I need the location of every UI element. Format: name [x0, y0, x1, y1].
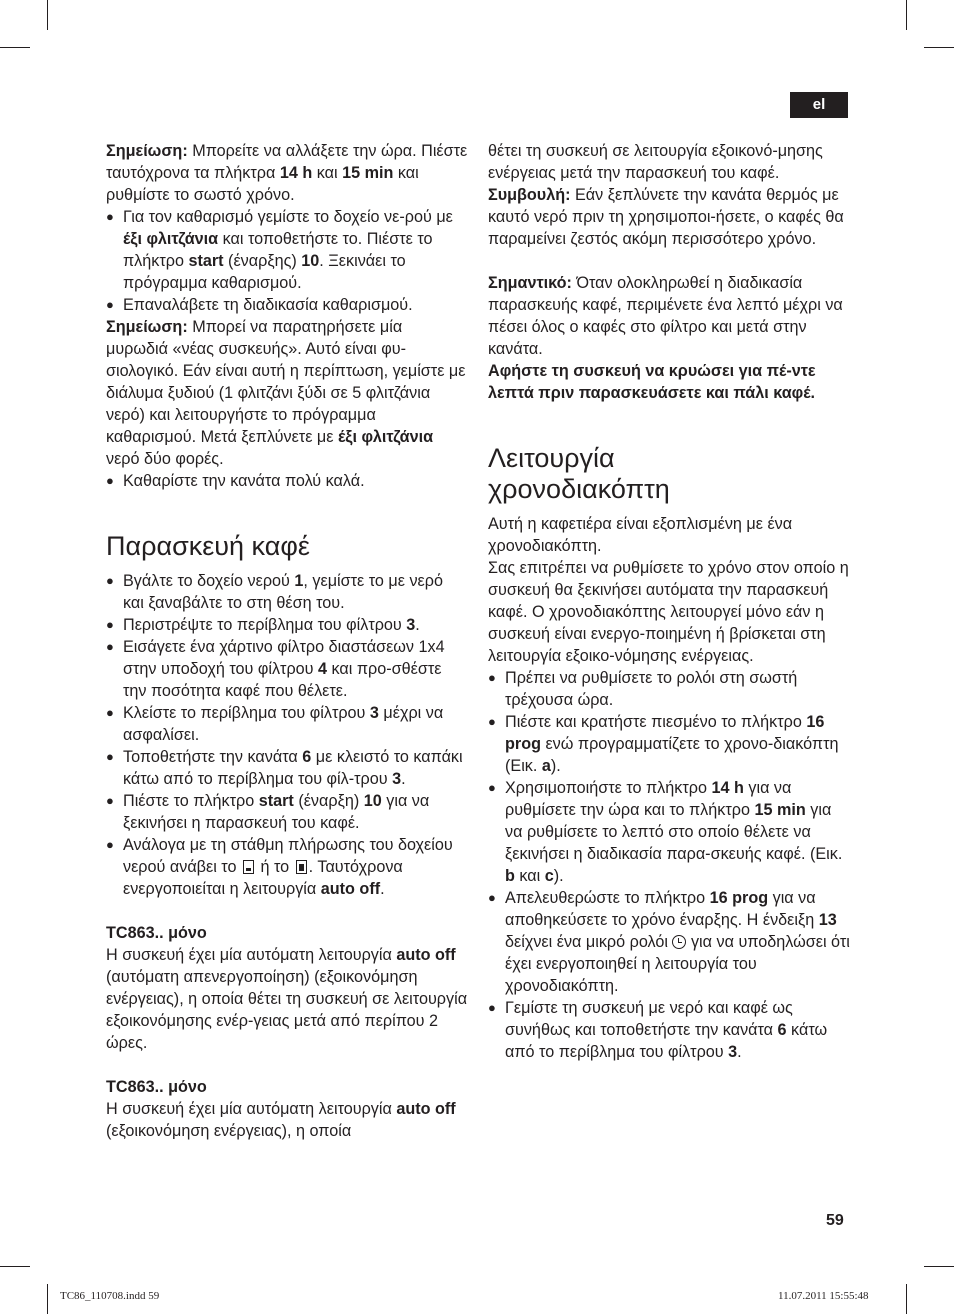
- important-note: Σημαντικό: Όταν ολοκληρωθεί η διαδικασία παρασκευής καφέ, περιμένετε ένα λεπτό μέχρι να πέσει όλος ο καφές στο φίλτρο και μετά στην κανάτα.: [488, 274, 843, 358]
- crop-mark: [924, 47, 954, 48]
- language-tab: el: [790, 92, 848, 118]
- list-item: ● Γεμίστε τη συσκευή με νερό και καφέ ως συνήθως και τοποθετήστε την κανάτα 6 κάτω από το περίβλημα του φίλτρου 3.: [488, 997, 850, 1063]
- print-slug-date: 11.07.2011 15:55:48: [778, 1290, 869, 1302]
- crop-mark: [47, 0, 48, 30]
- page-number: 59: [826, 1212, 844, 1229]
- paragraph-auto-off: Η συσκευή έχει μία αυτόματη λειτουργία auto off (εξοικονόμηση ενέργειας), η οποία: [106, 1100, 456, 1140]
- paragraph-intro: Σας επιτρέπει να ρυθμίσετε το χρόνο στον οποίο η συσκευή θα ξεκινήσει αυτόματα την παρασκευή καφέ. Ο χρονοδιακόπτης λειτουργεί μόνο εάν η συσκευή είναι ενεργο-ποιημένη ή βρίσκεται στη λειτουργία εξοικο-νόμησης ενέργειας.: [488, 559, 849, 665]
- crop-mark: [0, 1266, 30, 1267]
- paragraph-intro: Αυτή η καφετιέρα είναι εξοπλισμένη με ένα χρονοδιακόπτη.: [488, 515, 793, 555]
- paragraph-continuation: θέτει τη συσκευή σε λειτουργία εξοικονό-μησης ενέργειας μετά την παρασκευή του καφέ.: [488, 142, 823, 182]
- tip: Συμβουλή: Εάν ξεπλύνετε την κανάτα θερμός με καυτό νερό πριν τη χρησιμοποι-ήσετε, ο καφές θα παραμείνει ζεστός ακόμη περισσότερο χρόνο.: [488, 186, 844, 248]
- list-item: ● Καθαρίστε την κανάτα πολύ καλά.: [106, 470, 468, 492]
- list-item: ● Επαναλάβετε τη διαδικασία καθαρισμού.: [106, 294, 468, 316]
- list-item: ● Πιέστε και κρατήστε πιεσμένο το πλήκτρο 16 prog ενώ προγραμματίζετε το χρονο-διακόπτη (Εικ. a).: [488, 711, 850, 777]
- subheading-tc863: TC863.. μόνο: [106, 924, 207, 942]
- section-heading-coffee: Παρασκευή καφέ: [106, 531, 310, 561]
- crop-mark: [0, 47, 30, 48]
- list-item: ● Χρησιμοποιήστε το πλήκτρο 14 h για να ρυθμίσετε την ώρα και το πλήκτρο 15 min για να ρυθμίσετε το λεπτό στο οποίο θέλετε να ξεκινήσει η διαδικασία παρα-σκευής καφέ. (Εικ. b και c).: [488, 777, 850, 887]
- list-item: ● Πιέστε το πλήκτρο start (έναρξη) 10 για να ξεκινήσει η παρασκευή του καφέ.: [106, 790, 468, 834]
- list-item: ● Περιστρέψτε το περίβλημα του φίλτρου 3.: [106, 614, 468, 636]
- list-item: ● Ανάλογα με τη στάθμη πλήρωσης του δοχείου νερού ανάβει το ή το . Ταυτόχρονα ενεργοποιείται η λειτουργία auto off.: [106, 834, 468, 900]
- crop-mark: [906, 0, 907, 30]
- list-item: ● Για τον καθαρισμό γεμίστε το δοχείο νε-ρού με έξι φλιτζάνια και τοποθετήστε το. Πιέστε το πλήκτρο start (έναρξης) 10. Ξεκινάει το πρόγραμμα καθαρισμού.: [106, 206, 468, 294]
- print-slug-file: TC86_110708.indd 59: [60, 1290, 160, 1302]
- left-column: [106, 140, 468, 1142]
- important-warning: Αφήστε τη συσκευή να κρυώσει για πέ-ντε λεπτά πριν παρασκευάσετε και πάλι καφέ.: [488, 362, 816, 402]
- note-time: Σημείωση: Μπορείτε να αλλάξετε την ώρα. Πιέστε ταυτόχρονα τα πλήκτρα 14 h και 15 min και ρυθμίστε το σωστό χρόνο.: [106, 142, 468, 204]
- water-level-low-icon: [243, 860, 254, 874]
- list-item: ● Κλείστε το περίβλημα του φίλτρου 3 μέχρι να ασφαλίσει.: [106, 702, 468, 746]
- paragraph-auto-off: Η συσκευή έχει μία αυτόματη λειτουργία auto off (αυτόματη απενεργοποίηση) (εξοικονόμηση ενέργειας), η οποία θέτει τη συσκευή σε λειτουργία εξοικονόμησης ενέρ-γειας μετά από περίπου 2 ώρες.: [106, 946, 468, 1052]
- subheading-tc863: TC863.. μόνο: [106, 1078, 207, 1096]
- list-item: ● Εισάγετε ένα χάρτινο φίλτρο διαστάσεων 1x4 στην υποδοχή του φίλτρου 4 και προ-σθέστε την ποσότητα καφέ που θέλετε.: [106, 636, 468, 702]
- crop-mark: [47, 1284, 48, 1314]
- crop-mark: [906, 1284, 907, 1314]
- note-smell: Σημείωση: Μπορεί να παρατηρήσετε μία μυρωδιά «νέας συσκευής». Αυτό είναι φυ-σιολογικό. Εάν είναι αυτή η περίπτωση, γεμίστε με διάλυμα ξυδιού (1 φλιτζάνι ξύδι σε 5 φλιτζάνια νερό) και λειτουργήστε το πρόγραμμα καθαρισμού. Μετά ξεπλύνετε με έξι φλιτζάνια νερό δύο φορές.: [106, 318, 466, 468]
- section-heading-timer: Λειτουργία χρονοδιακόπτη: [488, 443, 670, 504]
- list-item: ● Βγάλτε το δοχείο νερού 1, γεμίστε το με νερό και ξαναβάλτε το στη θέση του.: [106, 570, 468, 614]
- list-item: ● Πρέπει να ρυθμίσετε το ρολόι στη σωστή τρέχουσα ώρα.: [488, 667, 850, 711]
- list-item: ● Τοποθετήστε την κανάτα 6 με κλειστό το καπάκι κάτω από το περίβλημα του φίλ-τρου 3.: [106, 746, 468, 790]
- clock-icon: [672, 935, 686, 949]
- crop-mark: [924, 1266, 954, 1267]
- list-item: ● Απελευθερώστε το πλήκτρο 16 prog για να αποθηκεύσετε το χρόνο έναρξης. Η ένδειξη 13 δείχνει ένα μικρό ρολόι για να υποδηλώσει ότι έχει ενεργοποιηθεί η λειτουργία του χρονοδιακόπτη.: [488, 887, 850, 997]
- water-level-full-icon: [296, 860, 307, 874]
- right-column: [488, 140, 850, 1063]
